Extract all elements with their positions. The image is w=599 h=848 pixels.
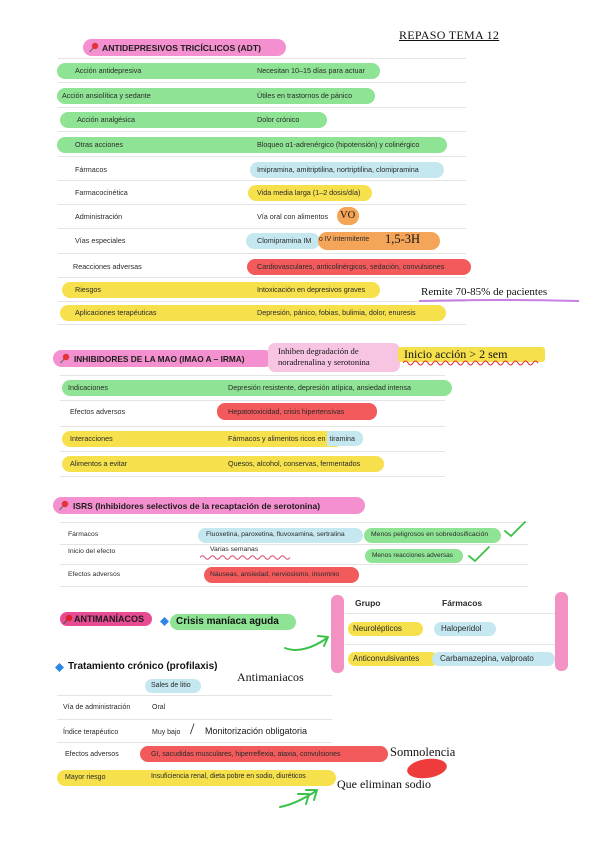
divider xyxy=(58,156,466,157)
section-header-adt xyxy=(83,39,286,56)
row-label: Acción analgésica xyxy=(77,115,135,124)
row-advantage: Menos peligrosos en sobredosificación xyxy=(371,531,489,538)
row-value: Vida media larga (1–2 dosis/día) xyxy=(257,188,361,197)
row-value: Cardiovasculares, anticolinérgicos, sedación, convulsiones xyxy=(257,262,445,271)
handwritten-note: noradrenalina y serotonina xyxy=(278,357,370,367)
divider xyxy=(60,426,445,427)
row-label: Efectos adversos xyxy=(65,751,119,758)
row-value: Clomipramina IM xyxy=(257,236,312,245)
pin-icon xyxy=(59,353,70,364)
wavy-underline xyxy=(403,359,541,367)
row-label: Administración xyxy=(75,212,123,221)
row-value xyxy=(228,435,363,442)
row-label: Fármacos xyxy=(75,165,107,174)
row-value: Dolor crónico xyxy=(257,115,300,124)
handwritten-note: Inicio acción > 2 sem xyxy=(404,347,508,361)
section-header-isrs xyxy=(53,497,365,514)
row-label: Aplicaciones terapéuticas xyxy=(75,308,157,317)
divider xyxy=(60,564,528,565)
divider xyxy=(58,228,466,229)
row-value: Fluoxetina, paroxetina, fluvoxamina, sertralina xyxy=(206,531,345,538)
row-value: Quesos, alcohol, conservas, fermentados xyxy=(228,459,361,468)
handwritten-note: Inhiben degradación de xyxy=(278,346,359,356)
row-label: Alimentos a evitar xyxy=(70,459,128,468)
row-label: Reacciones adversas xyxy=(73,262,142,271)
handwritten-note: Somnolencia xyxy=(390,745,456,759)
row-label: Farmacocinética xyxy=(75,188,128,197)
section-title: INHIBIDORES DE LA MAO (IMAO A – IRMA) xyxy=(74,353,245,364)
arrow-icon xyxy=(276,784,324,810)
section-header-imao xyxy=(53,350,273,367)
check-icon xyxy=(503,520,527,538)
divider xyxy=(57,695,332,696)
handwritten-note: 1,5-3H xyxy=(385,232,421,246)
handwritten-note: Monitorización obligatoria xyxy=(205,726,308,736)
row-value-extra: o IV intermitente xyxy=(319,236,370,243)
row-label: Otras acciones xyxy=(75,140,123,149)
row-value: Depresión resistente, depresión atípica, ansiedad intensa xyxy=(228,383,411,392)
arrow-icon xyxy=(283,628,333,654)
handwritten-note: Remite 70-85% de pacientes xyxy=(421,286,548,298)
row-value: Depresión, pánico, fobias, bulimia, dolor, enuresis xyxy=(257,308,416,317)
table-cell-drugs: Haloperidol xyxy=(441,624,482,633)
divider xyxy=(58,301,466,302)
row-label: Inicio del efecto xyxy=(68,548,116,555)
divider xyxy=(58,131,466,132)
row-advantage: Menos reacciones adversas xyxy=(372,552,453,559)
divider xyxy=(57,719,332,720)
divider xyxy=(58,180,466,181)
check-icon xyxy=(467,545,491,563)
divider xyxy=(58,107,466,108)
row-label: Indicaciones xyxy=(68,383,108,392)
divider xyxy=(60,522,528,523)
table-cell-group: Neurolépticos xyxy=(353,624,402,633)
divider xyxy=(58,324,466,325)
page-title: REPASO TEMA 12 xyxy=(399,28,500,42)
row-value: Útiles en trastornos de pánico xyxy=(257,91,353,100)
divider xyxy=(58,253,466,254)
section-title: ANTIDEPRESIVOS TRICÍCLICOS (ADT) xyxy=(102,42,261,53)
row-value: Imipramina, amitriptilina, nortriptilina, clomipramina xyxy=(257,165,419,174)
divider xyxy=(58,82,466,83)
row-value: Insuficiencia renal, dieta pobre en sodio, diuréticos xyxy=(151,773,306,780)
divider xyxy=(60,400,445,401)
row-label: Índice terapéutico xyxy=(63,729,119,736)
row-value-text: Fármacos y alimentos ricos en xyxy=(228,434,326,443)
underline-mark xyxy=(419,298,579,303)
table-border-right xyxy=(555,592,568,671)
row-value: Intoxicación en depresivos graves xyxy=(257,285,366,294)
row-value: Muy bajo xyxy=(152,729,181,736)
handwritten-note: Que eliminan sodio xyxy=(337,777,431,791)
divider xyxy=(57,742,332,743)
handwritten-separator: / xyxy=(190,721,195,738)
row-label: Efectos adversos xyxy=(68,571,121,578)
pin-icon xyxy=(62,614,73,625)
subsection-title: Tratamiento crónico (profilaxis) xyxy=(68,661,218,672)
row-value: Bloqueo α1-adrenérgico (hipotensión) y colinérgico xyxy=(257,140,420,149)
row-label: Fármacos xyxy=(68,531,99,538)
highlighted-term: tiramina xyxy=(327,431,363,446)
diamond-icon xyxy=(160,617,169,626)
table-cell-group: Anticonvulsivantes xyxy=(353,654,420,663)
row-label: Interacciones xyxy=(70,434,113,443)
divider xyxy=(58,204,466,205)
divider xyxy=(60,451,445,452)
divider xyxy=(60,476,445,477)
divider xyxy=(345,644,555,645)
column-header: Fármacos xyxy=(442,598,483,608)
divider xyxy=(60,375,445,376)
table-cell-drugs: Carbamazepina, valproato xyxy=(440,654,534,663)
handwritten-note: Antimaniacos xyxy=(237,670,304,684)
row-label: Vías especiales xyxy=(75,236,126,245)
divider xyxy=(345,613,555,614)
divider xyxy=(60,586,528,587)
section-title: ANTIMANÍACOS xyxy=(74,613,144,624)
divider xyxy=(58,58,466,59)
row-value: Varias semanas xyxy=(210,546,259,553)
row-value: Necesitan 10–15 días para actuar xyxy=(257,66,365,75)
section-header-antimaniacos xyxy=(60,612,152,626)
column-header: Grupo xyxy=(355,598,381,608)
row-label: Vía de administración xyxy=(63,704,131,711)
row-value: GI, sacudidas musculares, hiperreflexia, ataxia, convulsiones xyxy=(151,751,341,758)
wavy-underline xyxy=(200,554,294,561)
handwritten-note: VO xyxy=(340,210,356,221)
row-value: Vía oral con alimentos xyxy=(257,212,329,221)
pin-icon xyxy=(58,500,69,511)
divider xyxy=(58,277,466,278)
pin-icon xyxy=(88,42,99,53)
drug-name: Sales de litio xyxy=(151,682,191,689)
row-label: Acción antidepresiva xyxy=(75,66,142,75)
divider xyxy=(60,544,528,545)
row-value: Hepatotoxicidad, crisis hipertensivas xyxy=(228,407,345,416)
subsection-title: Crisis maníaca aguda xyxy=(176,616,279,627)
section-title: ISRS (Inhibidores selectivos de la recaptación de serotonina) xyxy=(73,500,321,511)
row-value: Oral xyxy=(152,704,166,711)
row-label: Riesgos xyxy=(75,285,101,294)
row-label: Efectos adversos xyxy=(70,407,126,416)
diamond-icon xyxy=(55,663,64,672)
row-label: Mayor riesgo xyxy=(65,774,106,781)
row-label: Acción ansiolítica y sedante xyxy=(62,91,151,100)
row-value: Náuseas, ansiedad, nerviosismo, insomnio xyxy=(210,571,340,578)
